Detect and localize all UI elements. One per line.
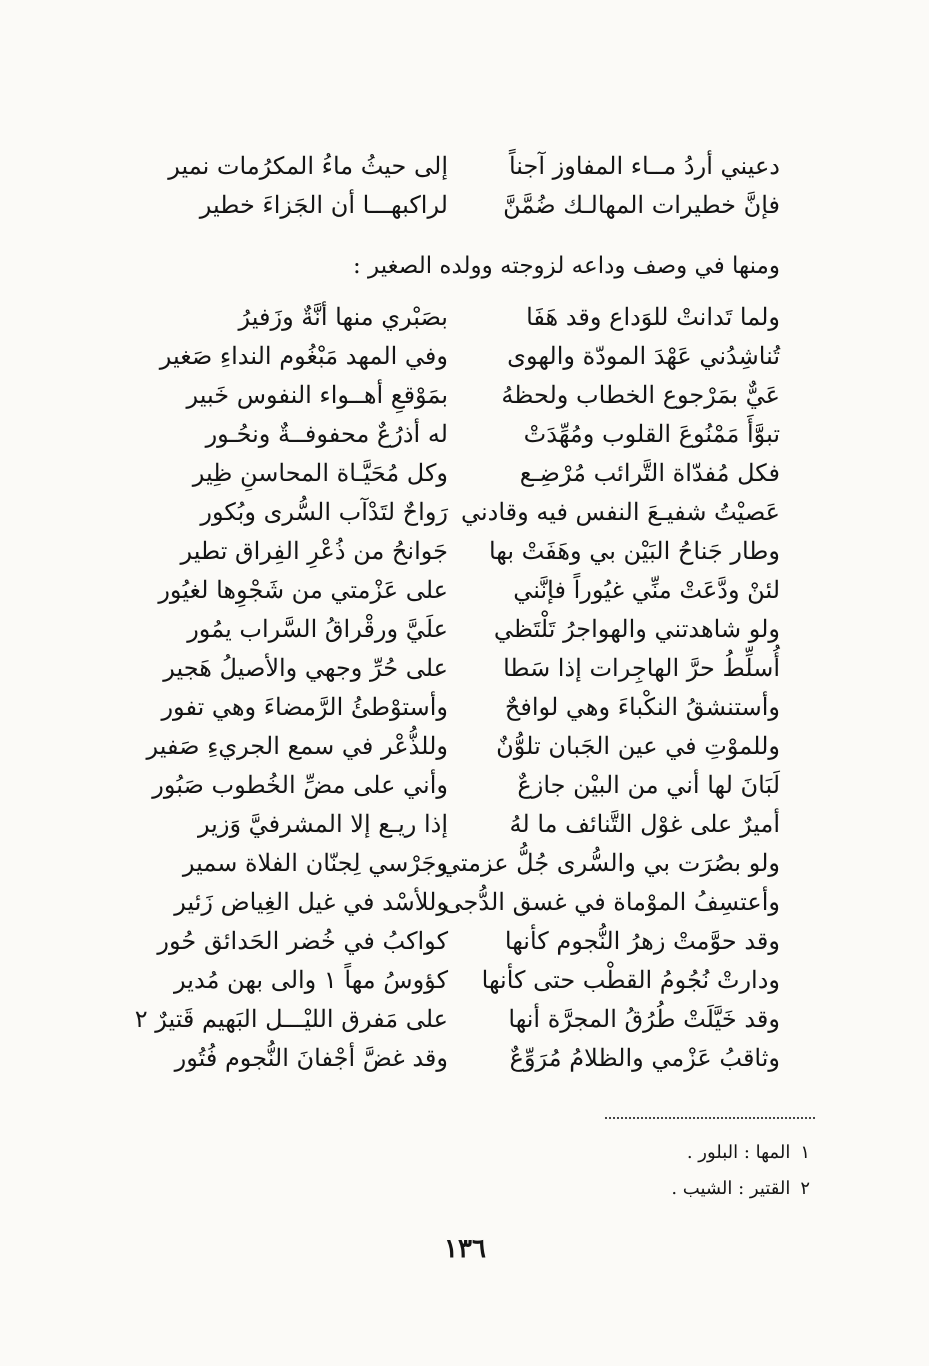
second-hemistich: جَوانحُ من ذُعْرِ الفِراق تطير bbox=[180, 537, 448, 565]
first-hemistich: ولو بصُرَت بي والسُّرى جُلُّ عزمتي bbox=[440, 849, 780, 877]
verse-line bbox=[145, 804, 780, 844]
first-hemistich: وطار جَناحُ البَيْن بي وهَفَتْ بها bbox=[488, 537, 780, 565]
second-hemistich: رَواحٌ لتَدْآب السُّرى وبُكور bbox=[200, 498, 448, 526]
second-hemistich: إذا ريـع إلا المشرفيَّ وَزير bbox=[197, 810, 448, 838]
verse-line bbox=[145, 414, 780, 454]
verse-line bbox=[145, 648, 780, 688]
first-hemistich: وأستنشقُ النكْباءَ وهي لوافحٌ bbox=[504, 693, 780, 721]
footnote-number: ١ bbox=[800, 1142, 810, 1163]
first-hemistich: عَيٌّ بمَرْجوع الخطاب ولحظهُ bbox=[501, 381, 780, 409]
footnote-text: المها : البلور . bbox=[686, 1142, 791, 1163]
verse-line bbox=[145, 882, 780, 922]
second-hemistich: وأني على مضِّ الخُطوب صَبُور bbox=[152, 771, 448, 799]
first-hemistich: ولما تَدانتْ للوَداع وقد هَفَا bbox=[526, 303, 780, 331]
first-hemistich: وقد خَيَّلَتْ طُرُقُ المجرَّة أنها bbox=[508, 1005, 780, 1033]
verse-line bbox=[145, 1038, 780, 1078]
first-hemistich: فإنَّ خطيرات المهالـك ضُمَّنَّ bbox=[503, 191, 780, 219]
second-hemistich: علَيَّ ورقْراقُ السَّراب يمُور bbox=[187, 615, 448, 643]
verse-line bbox=[145, 960, 780, 1000]
footnote-number: ٢ bbox=[800, 1178, 810, 1199]
first-hemistich: دعيني أردُ مــاء المفاوز آجناً bbox=[508, 152, 780, 180]
first-hemistich: تبوَّأَ مَمْنُوعَ القلوب ومُهِّدَتْ bbox=[523, 420, 780, 448]
second-hemistich: له أذرُعٌ محفوفــةٌ ونحُـور bbox=[205, 420, 448, 448]
verse-line bbox=[145, 492, 780, 532]
second-hemistich: إلى حيثُ ماءُ المكرُمات نمير bbox=[168, 152, 448, 180]
first-hemistich: تُناشِدُني عَهْدَ المودّة والهوى bbox=[507, 342, 780, 370]
first-hemistich: أُسلِّطُ حرَّ الهاجِرات إذا سَطا bbox=[503, 654, 780, 682]
verse-line bbox=[145, 843, 780, 883]
second-hemistich: كواكبُ في خُضر الحَدائق حُور bbox=[157, 927, 448, 955]
verse-line bbox=[134, 999, 780, 1039]
second-hemistich: وللذُّعْر في سمع الجريءِ صَفير bbox=[146, 732, 448, 760]
second-hemistich: وللأسْد في غيل الغِياض زَئير bbox=[174, 888, 448, 916]
first-hemistich: لئنْ ودَّعَتْ منِّي غيُوراً فإنَّني bbox=[513, 576, 780, 604]
verse-line bbox=[145, 570, 780, 610]
verse-line bbox=[145, 453, 780, 493]
verse-line bbox=[145, 687, 780, 727]
verse-line bbox=[145, 375, 780, 415]
verse-line bbox=[145, 921, 780, 961]
verse-line bbox=[145, 185, 780, 225]
verse-line bbox=[145, 146, 780, 186]
first-hemistich: فكل مُفدّاة التَّرائب مُرْضِـع bbox=[519, 459, 780, 487]
second-hemistich: على عَزْمتي من شَجْوِها لغيُور bbox=[158, 576, 448, 604]
first-hemistich: لَبَانَ لها أني من البيْن جازعٌ bbox=[517, 771, 780, 799]
page-number: ١٣٦ bbox=[444, 1234, 486, 1264]
first-hemistich: وأعتسِفُ الموْماة في غسق الدُّجى bbox=[443, 888, 780, 916]
second-hemistich: وأستوْطئُ الرَّمضاءَ وهي تفور bbox=[161, 693, 448, 721]
second-hemistich: لراكبهـــا أن الجَزاءَ خطير bbox=[199, 191, 448, 219]
second-hemistich: على مَفرق الليْـــل البَهيم قَتيرٌ ٢ bbox=[134, 1005, 448, 1033]
second-hemistich: وكل مُحَيَّـاة المحاسنِ ظِير bbox=[192, 459, 448, 487]
verse-line bbox=[145, 297, 780, 337]
second-hemistich: وجَرْسي لِجنّان الفلاة سمير bbox=[182, 849, 448, 877]
footnote bbox=[400, 1138, 810, 1168]
first-hemistich: أميرٌ على غوْل التَّنائف ما لهُ bbox=[509, 810, 780, 838]
second-hemistich: بصَبْري منها أنَّةٌ وزَفيرُ bbox=[238, 303, 448, 331]
first-hemistich: عَصيْتُ شفيـعَ النفس فيه وقادني bbox=[460, 498, 780, 526]
second-hemistich: وفي المهد مَبْغُوم النداءِ صَغير bbox=[159, 342, 448, 370]
verse-line bbox=[145, 726, 780, 766]
verse-line bbox=[145, 336, 780, 376]
first-hemistich: وقد حوَّمتْ زهرُ النُّجوم كأنها bbox=[504, 927, 780, 955]
footnote bbox=[400, 1174, 810, 1204]
second-hemistich: بمَوْقعِ أهــواء النفوس خَبير bbox=[186, 381, 448, 409]
first-hemistich: وثاقبُ عَزْمي والظلامُ مُرَوِّعٌ bbox=[509, 1044, 780, 1072]
second-hemistich: على حُرِّ وجهي والأصيلُ هَجير bbox=[163, 654, 448, 682]
footnote-text: القتير : الشيب . bbox=[671, 1178, 791, 1199]
verse-line bbox=[145, 765, 780, 805]
verse-line bbox=[145, 609, 780, 649]
section-intro: ومنها في وصف وداعه لزوجته وولده الصغير : bbox=[352, 253, 780, 279]
second-hemistich: وقد غضَّ أجْفانَ النُّجوم فُتُور bbox=[174, 1044, 448, 1072]
first-hemistich: ودارتْ نُجُومُ القطْب حتى كأنها bbox=[481, 966, 780, 994]
verse-line bbox=[145, 531, 780, 571]
first-hemistich: ولو شاهدتني والهواجرُ تَلْتَظي bbox=[493, 615, 780, 643]
footnote-divider bbox=[605, 1117, 815, 1119]
first-hemistich: وللموْتِ في عين الجَبان تلوُّنٌ bbox=[496, 732, 780, 760]
second-hemistich: كؤوسُ مهاً ١ والى بهن مُدير bbox=[174, 966, 448, 994]
